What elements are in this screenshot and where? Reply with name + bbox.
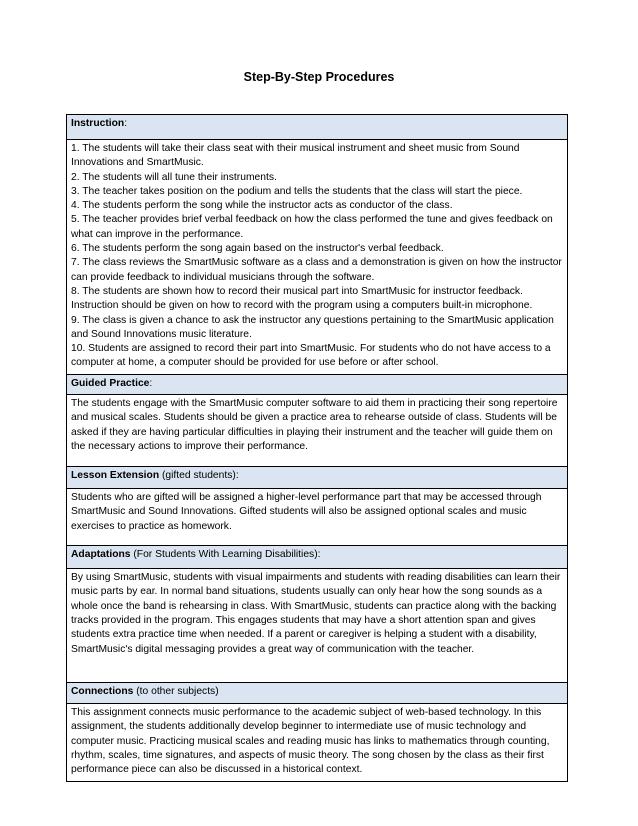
- lesson-extension-header-row: [67, 467, 568, 489]
- instruction-step-8: 8. The students are shown how to record their musical part into SmartMusic for instructor feedback. Instruction should be given on how to record with the program using a computers built-in microphone.: [71, 285, 533, 312]
- adaptations-row: [67, 569, 568, 683]
- instruction-step-2: 2. The students will all tune their instruments.: [71, 171, 277, 183]
- connections-row: [67, 704, 568, 781]
- adaptations-body: By using SmartMusic, students with visual impairments and students with reading disabilities can learn their music parts by ear. In normal band situations, students usually can only hear how the song sounds as a whole once the band is rehearsing in class. With SmartMusic, students can practice along with the backing tracks provided in the program. This engages students that may have a short attention span and gives students extra practice time when needed. If a parent or caregiver is helping a student with a disability, SmartMusic's digital messaging provides a great way of communication with the teacher.: [67, 569, 568, 683]
- connections-header-row: [67, 683, 568, 704]
- instruction-step-3: 3. The teacher takes position on the podium and tells the students that the class will start the piece.: [71, 185, 523, 197]
- instruction-step-1: 1. The students will take their class seat with their musical instrument and sheet music from Sound Innovations and SmartMusic.: [71, 143, 520, 169]
- adaptations-label-suffix: (For Students With Learning Disabilities):: [130, 549, 321, 561]
- adaptations-label: Adaptations: [71, 549, 131, 561]
- guided-practice-header-row: [67, 374, 568, 394]
- instruction-steps-row: [67, 140, 568, 375]
- instruction-steps: [67, 140, 568, 375]
- connections-label-suffix: (to other subjects): [133, 686, 219, 698]
- page-title: Step-By-Step Procedures: [243, 70, 395, 84]
- lesson-extension-label-suffix: (gifted students):: [159, 470, 239, 482]
- procedures-table: [66, 114, 568, 782]
- instruction-step-7: 7. The class reviews the SmartMusic software as a class and a demonstration is given on how the instructor can provide feedback to individual musicians through the software.: [71, 257, 562, 283]
- lesson-extension-label: Lesson Extension: [71, 470, 160, 482]
- adaptations-header: [67, 546, 568, 569]
- instruction-step-4: 4. The students perform the song while the instructor acts as conductor of the class.: [71, 200, 453, 212]
- instruction-step-5: 5. The teacher provides brief verbal feedback on how the class performed the tune and gives feedback on what can improve in the performance.: [71, 214, 553, 240]
- guided-practice-header: [67, 374, 568, 394]
- adaptations-header-row: [67, 546, 568, 569]
- instruction-label-suffix: :: [124, 118, 128, 129]
- lesson-extension-header: [67, 467, 568, 489]
- instruction-step-6: 6. The students perform the song again based on the instructor's verbal feedback.: [71, 243, 444, 255]
- instruction-header: [67, 115, 568, 140]
- instruction-label: Instruction: [71, 118, 125, 129]
- lesson-extension-row: [67, 489, 568, 546]
- instruction-step-9: 9. The class is given a chance to ask the instructor any questions pertaining to the SmartMusic application and Sound Innovations music literature.: [71, 314, 554, 340]
- connections-label: Connections: [71, 686, 134, 698]
- lesson-extension-body: Students who are gifted will be assigned a higher-level performance part that may be accessed through SmartMusic and Sound Innovations. Gifted students will also be assigned optional scales and music exercises to practice as homework.: [67, 489, 568, 546]
- guided-practice-row: [67, 395, 568, 467]
- guided-practice-label-suffix: :: [149, 377, 153, 389]
- guided-practice-body: The students engage with the SmartMusic computer software to aid them in practicing their song repertoire and musical scales. Students should be given a practice area to rehearse outside of class. Students will be asked if they are having particular difficulties in playing their instrument and the teacher will guide them on the necessary actions to improve their performance.: [67, 395, 568, 467]
- instruction-header-row: [67, 115, 568, 140]
- connections-body: This assignment connects music performance to the academic subject of web-based technology. In this assignment, the students additionally develop beginner to intermediate use of music technology and computer music. Practicing musical scales and reading music has links to mathematics through counting, rhythm, scales, time signatures, and aspects of music theory. The song chosen by the class as their first performance piece can also be discussed in a historical context.: [67, 704, 568, 781]
- instruction-step-10: 10. Students are assigned to record their part into SmartMusic. For students who do not have access to a computer at home, a computer should be provided for use before or after school.: [71, 343, 551, 369]
- connections-header: [67, 683, 568, 704]
- guided-practice-label: Guided Practice: [71, 377, 150, 389]
